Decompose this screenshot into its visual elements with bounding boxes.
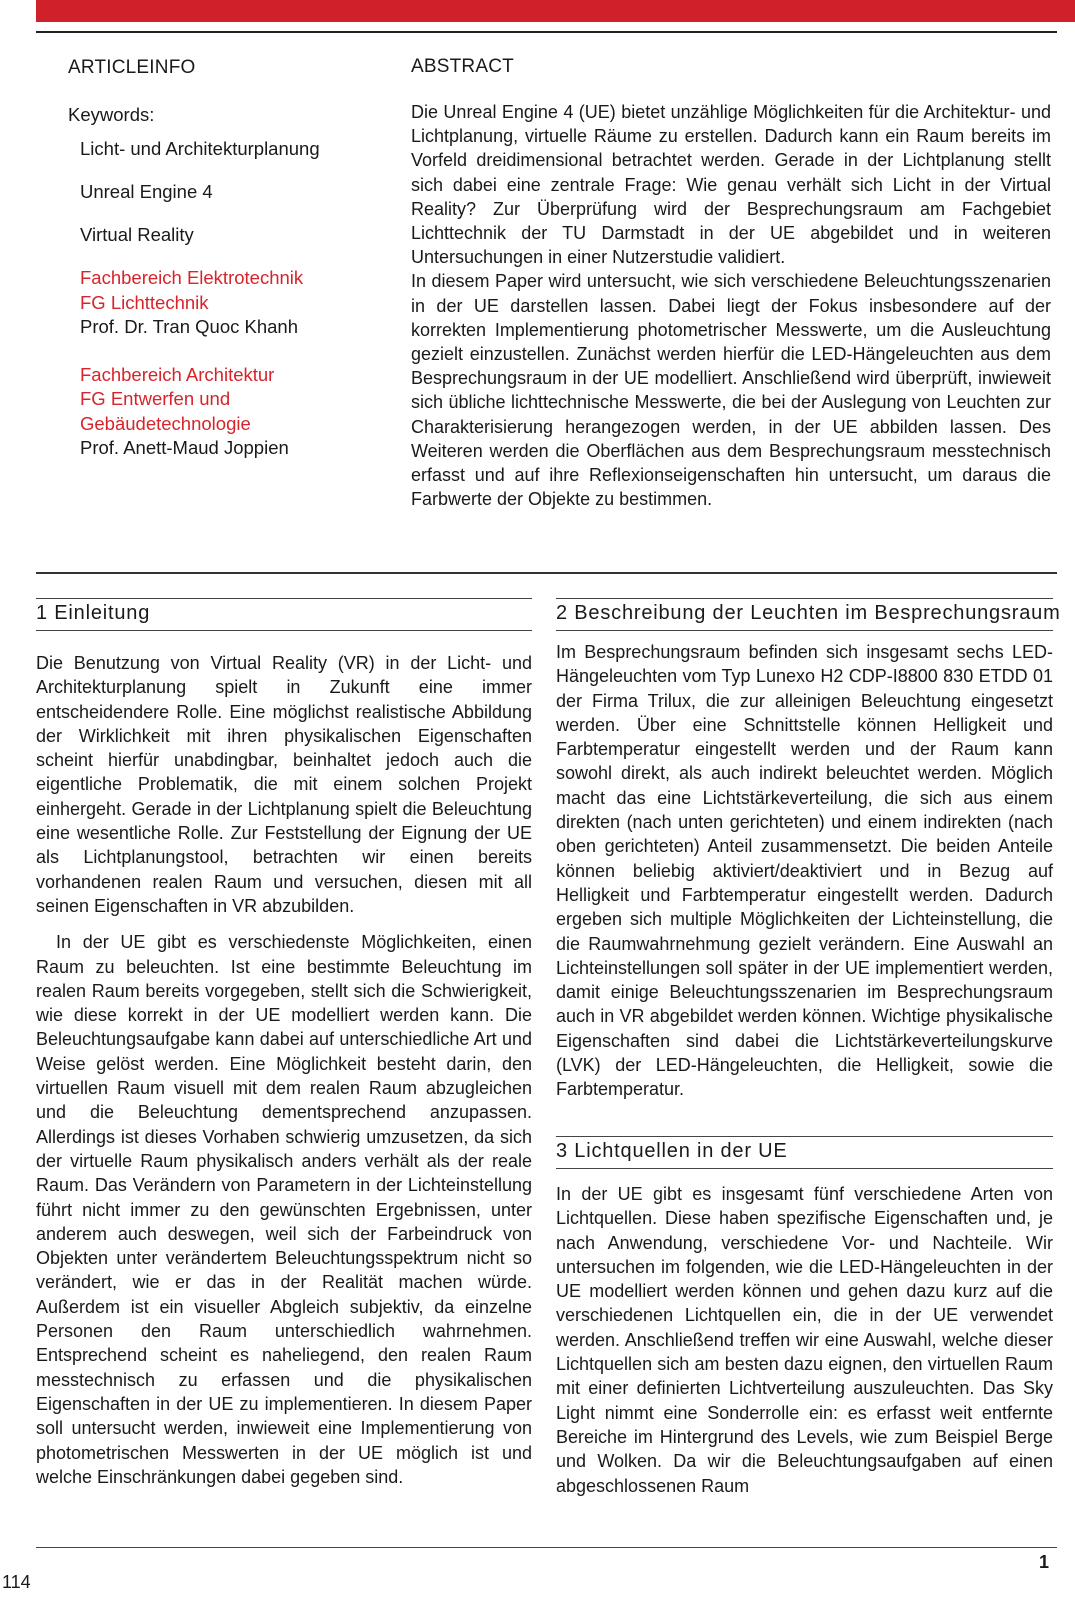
section-rule — [36, 598, 532, 599]
section-title-1: 1 Einleitung — [36, 602, 151, 624]
affiliation-group: FG Entwerfen und — [80, 388, 231, 409]
keyword-item: Licht- und Architekturplanung — [80, 138, 320, 159]
section-rule — [556, 1136, 1053, 1137]
section-1-body — [36, 651, 532, 1489]
article-info-heading: ARTICLEINFO — [68, 57, 196, 78]
keywords-label: Keywords: — [68, 103, 155, 125]
section-rule — [556, 1168, 1053, 1169]
section-rule — [556, 598, 1053, 599]
affiliation-dept: Fachbereich Elektrotechnik — [80, 267, 304, 288]
paragraph: In der UE gibt es insgesamt fünf verschiedene Arten von Lichtquellen. Diese haben spezifische Eigenschaften und, je nach Anwendung, verschiedene Vor- und Nachteile. Wir untersuchen im folgenden, wie die LED-Hängeleuchten in der UE modelliert werden können und gehen dazu kurz auf die verschiedenen Lichtquellen ein, die in der UE verwendet werden. Anschließend treffen wir eine Auswahl, welche dieser Lichtquellen sich am besten dazu eignen, den virtuellen Raum mit einer definierten Lichtverteilung auszuleuchten. Das Sky Light nimmt eine Sonderrolle ein: es erfasst weit entfernte Bereiche im Hintergrund des Levels, wie zum Beispiel Berge und Wolken. Da wir die Beleuchtungsaufgaben auf einen abgeschlossenen Raum — [556, 1184, 1053, 1496]
keyword-item: Virtual Reality — [80, 224, 194, 245]
paragraph: Im Besprechungsraum befinden sich insgesamt sechs LED-Hängeleuchten vom Typ Lunexo H2 CDP-I8800 830 ETDD 01 der Firma Trilux, die zur alleinigen Beleuchtung eingesetzt werden. Über eine Schnittstelle können Helligkeit und Farbtemperatur eingestellt werden und der Raum kann sowohl direkt, als auch indirekt beleuchtet werden. Möglich macht das eine Lichtstärkeverteilung, die sich aus einem direkten (nach unten gerichteten) und einem indirekten (nach oben gerichteten) Anteil zusammensetzt. Die beiden Anteile können beliebig aktiviert/deaktiviert und in Bezug auf Helligkeit und Farbtemperatur eingestellt werden. Dadurch ergeben sich multiple Möglichkeiten der Lichteinstellung, die die Raumwahrnehmung gezielt verändern. Eine Auswahl an Lichteinstellungen soll später in der UE implementiert werden, damit einige Beleuchtungsszenarien im Besprechungsraum auch in VR abgebildet werden können. Wichtige physikalische Eigenschaften sind dabei die Lichtstärkeverteilungskurve (LVK) der LED-Hängeleuchten, die Helligkeit, sowie die Farbtemperatur. — [556, 642, 1053, 1100]
header-color-band — [36, 0, 1075, 22]
affiliation-person: Prof. Anett-Maud Joppien — [80, 437, 289, 458]
abstract-heading: ABSTRACT — [411, 56, 514, 77]
keyword-item: Unreal Engine 4 — [80, 181, 213, 202]
section-3-body — [556, 1182, 1053, 1498]
section-rule — [36, 630, 532, 631]
abstract — [411, 56, 1051, 511]
keywords-list — [80, 137, 368, 248]
affiliation-group: FG Lichttechnik — [80, 291, 209, 313]
header-rule — [36, 31, 1057, 33]
section-divider — [36, 572, 1057, 574]
affiliation-electrical — [80, 266, 368, 340]
section-rule — [556, 630, 1053, 631]
page-number-left: 114 — [2, 1572, 31, 1592]
abstract-body — [411, 100, 1051, 511]
affiliation-dept: Fachbereich Architektur — [80, 363, 275, 385]
abstract-paragraph: Die Unreal Engine 4 (UE) bietet unzählige Möglichkeiten für die Architektur- und Lichtplanung, virtuelle Räume zu erstellen. Dadurch kann ein Raum bereits im Vorfeld dreidimensional betrachtet werden. Gerade in der Lichtplanung stellt sich dabei eine zentrale Frage: Wie genau verhält sich Licht in der Virtual Reality? Zur Überprüfung wird der Besprechungsraum am Fachgebiet Lichttechnik der TU Darmstadt in der UE abgebildet und in weiteren Untersuchungen in einer Nutzerstudie validiert. — [411, 102, 1051, 268]
section-title-3: 3 Lichtquellen in der UE — [556, 1140, 788, 1162]
section-title-2: 2 Beschreibung der Leuchten im Besprechungsraum — [556, 602, 1061, 624]
article-info — [68, 56, 368, 461]
page-number-right: 1 — [1039, 1552, 1050, 1572]
paragraph: In der UE gibt es verschiedenste Möglichkeiten, einen Raum zu beleuchten. Ist eine bestimmte Beleuchtung im realen Raum bereits vorgegeben, stellt sich die Schwierigkeit, wie diese korrekt in der UE modelliert werden kann. Die Beleuchtungsaufgabe kann dabei auf unterschiedliche Art und Weise gelöst werden. Eine Möglichkeit besteht darin, den virtuellen Raum visuell mit dem realen Raum abzugleichen und die Beleuchtung dementsprechend anzupassen. Allerdings ist dieses Vorhaben schwierig umzusetzen, da sich der virtuelle Raum physikalisch anders verhält als der reale Raum. Das Verändern von Parametern in der Lichteinstellung führt nicht immer zu den gewünschten Ergebnissen, unter anderem auch deswegen, weil sich der Farbeindruck von Objekten unter verändertem Beleuchtungsspektrum nicht so verändert, wie er das in der Realität machen würde. Außerdem ist ein visueller Abgleich subjektiv, da einzelne Personen den Raum unterschiedlich wahrnehmen. Entsprechend scheint es naheliegend, den realen Raum messtechnisch zu erfassen und die physikalischen Eigenschaften in der UE zu implementieren. In diesem Paper soll untersucht werden, inwieweit eine Implementierung von photometrischen Messwerten in der UE möglich ist und welche Einschränkungen dabei gegeben sind. — [36, 932, 532, 1487]
footer-rule — [36, 1547, 1057, 1548]
affiliation-group: Gebäudetechnologie — [80, 412, 251, 434]
affiliation-person: Prof. Dr. Tran Quoc Khanh — [80, 316, 298, 337]
paragraph: Die Benutzung von Virtual Reality (VR) in der Licht- und Architekturplanung spielt in Zukunft eine immer entscheidendere Rolle. Eine möglichst realistische Abbildung der Wirklichkeit mit ihren physikalischen Eigenschaften scheint hierfür unabdingbar, beinhaltet jedoch auch die eigentliche Problematik, die mit einem solchen Projekt einhergeht. Gerade in der Lichtplanung spielt die Beleuchtung eine wesentliche Rolle. Zur Feststellung der Eignung der UE als Lichtplanungstool, betrachten wir einen bereits vorhandenen realen Raum und versuchen, diesen mit all seinen Eigenschaften in VR abzubilden. — [36, 653, 532, 916]
section-2-body — [556, 640, 1053, 1102]
abstract-paragraph: In diesem Paper wird untersucht, wie sich verschiedene Beleuchtungsszenarien in der UE darstellen lassen. Dabei liegt der Fokus insbesondere auf der korrekten Implementierung photometrischer Messwerte, um die Ausleuchtung gezielt einzustellen. Zunächst werden hierfür die LED-Hängeleuchten aus dem Besprechungsraum in der UE modelliert. Anschließend wird überprüft, inwieweit sich übliche lichttechnische Messwerte, die bei der Auslegung von Leuchten zur Charakterisierung herangezogen werden, in der UE abbilden lassen. Des Weiteren werden die Oberflächen aus dem Besprechungsraum messtechnisch erfasst und auf ihre Reflexionseigenschaften hin untersucht, um daraus die Farbwerte der Objekte zu bestimmen. — [411, 271, 1051, 510]
affiliation-architecture — [80, 363, 368, 461]
